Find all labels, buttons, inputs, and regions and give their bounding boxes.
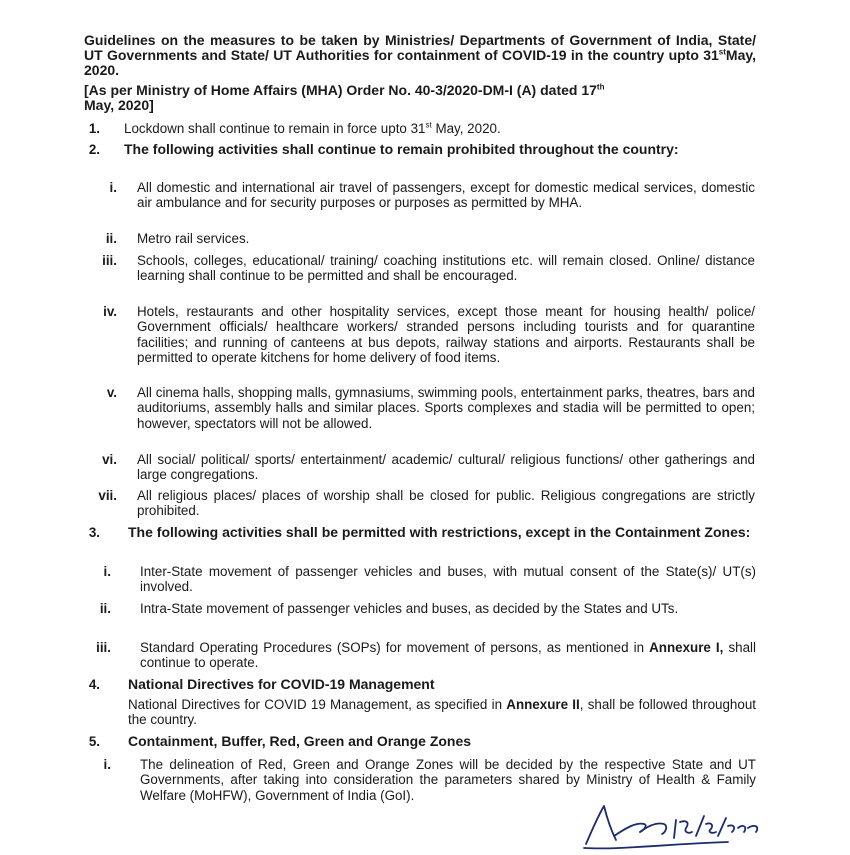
section-1-tail: May, 2020. — [431, 121, 501, 136]
handwritten-signature — [578, 792, 768, 854]
section-3-item-3-pre: Standard Operating Procedures (SOPs) for movement of persons, as mentioned in — [140, 640, 650, 655]
section-4-heading: National Directives for COVID-19 Management — [128, 676, 435, 692]
section-2-heading: The following activities shall continue to remain prohibited throughout the country: — [124, 141, 679, 157]
title-tail: May, 2020. — [84, 47, 756, 78]
section-2-item-3-text: Schools, colleges, educational/ training/ coaching institutions etc. will remain closed. Online/ distance learning shall continue to be permitted and shall be encouraged. — [137, 253, 755, 284]
section-2-item-6-number: vi. — [102, 452, 117, 467]
section-2-item-4-text: Hotels, restaurants and other hospitality services, except those meant for housing health/ police/ Government officials/ healthcare workers/ stranded persons including tourists and for quarantine facilities; and running of canteens at bus depots, railway stations and airports. Restaurants shall be permitted to operate kitchens for home delivery of food items. — [137, 304, 755, 366]
section-2-item-2-number: ii. — [105, 231, 117, 246]
order-tail: May, 2020] — [84, 97, 154, 113]
section-2-item-7-text: All religious places/ places of worship shall be closed for public. Religious congregations are strictly prohibited. — [137, 488, 755, 519]
section-1-pre: Lockdown shall continue to remain in force upto 31 — [124, 121, 426, 136]
annexure-2-reference: Annexure II — [506, 697, 580, 712]
section-4-text — [128, 697, 756, 728]
title-text: Guidelines on the measures to be taken by Ministries/ Departments of Government of India, State/ UT Governments and State/ UT Authorities for containment of COVID-19 in the country upto 31 — [84, 32, 756, 63]
order-reference — [84, 83, 756, 113]
section-2-item-5-text: All cinema halls, shopping malls, gymnasiums, swimming pools, entertainment parks, theatres, bars and auditoriums, assembly halls and similar places. Sports complexes and stadia will be permitted to open; however, spectators will not be allowed. — [137, 385, 755, 431]
section-2-item-5-number: v. — [106, 385, 117, 400]
section-3-item-1-text: Inter-State movement of passenger vehicles and buses, with mutual consent of the State(s)/ UT(s) involved. — [140, 564, 756, 595]
section-5-item-1-text: The delineation of Red, Green and Orange Zones will be decided by the respective State and UT Governments, after taking into consideration the parameters shared by Ministry of Health & Family Welfare (MoHFW), Government of India (GoI). — [140, 757, 756, 803]
section-4-number: 4. — [88, 677, 100, 692]
section-4-tail: , shall be followed throughout the country. — [128, 697, 756, 728]
section-1-sup: st — [425, 120, 432, 130]
section-2-item-7-number: vii. — [98, 488, 117, 503]
section-1-number: 1. — [88, 121, 100, 136]
section-2-item-2-text: Metro rail services. — [137, 231, 250, 246]
section-3-item-1-number: i. — [103, 564, 111, 579]
section-2-item-4-number: iv. — [103, 304, 117, 319]
section-5-number: 5. — [88, 734, 100, 749]
section-5-item-1-number: i. — [103, 757, 111, 772]
order-sup: th — [596, 82, 605, 92]
section-3-number: 3. — [88, 525, 100, 540]
order-text: [As per Ministry of Home Affairs (MHA) Order No. 40-3/2020-DM-I (A) dated 17 — [84, 82, 597, 98]
section-4-pre: National Directives for COVID 19 Management, as specified in — [128, 697, 507, 712]
title-sup: st — [718, 47, 726, 57]
section-3-item-3-text — [140, 640, 756, 671]
section-3-item-3-number: iii. — [96, 640, 111, 655]
section-2-item-1-number: i. — [109, 180, 117, 195]
section-3-item-2-number: ii. — [99, 601, 111, 616]
section-3-heading: The following activities shall be permitted with restrictions, except in the Containment Zones: — [128, 524, 751, 540]
annexure-1-reference: Annexure I, — [649, 640, 724, 655]
section-3-item-3-tail: shall continue to operate. — [140, 640, 756, 671]
section-3-item-2-text: Intra-State movement of passenger vehicles and buses, as decided by the States and UTs. — [140, 601, 679, 616]
section-1-text — [124, 121, 764, 136]
section-2-item-3-number: iii. — [102, 253, 117, 268]
section-2-item-6-text: All social/ political/ sports/ entertainment/ academic/ cultural/ religious functions/ other gatherings and large congregations. — [137, 452, 755, 483]
section-5-heading: Containment, Buffer, Red, Green and Orange Zones — [128, 733, 472, 749]
section-2-item-1-text: All domestic and international air travel of passengers, except for domestic medical services, domestic air ambulance and for security purposes or purposes as permitted by MHA. — [137, 180, 755, 211]
document-title — [84, 33, 756, 78]
section-2-number: 2. — [88, 142, 100, 157]
